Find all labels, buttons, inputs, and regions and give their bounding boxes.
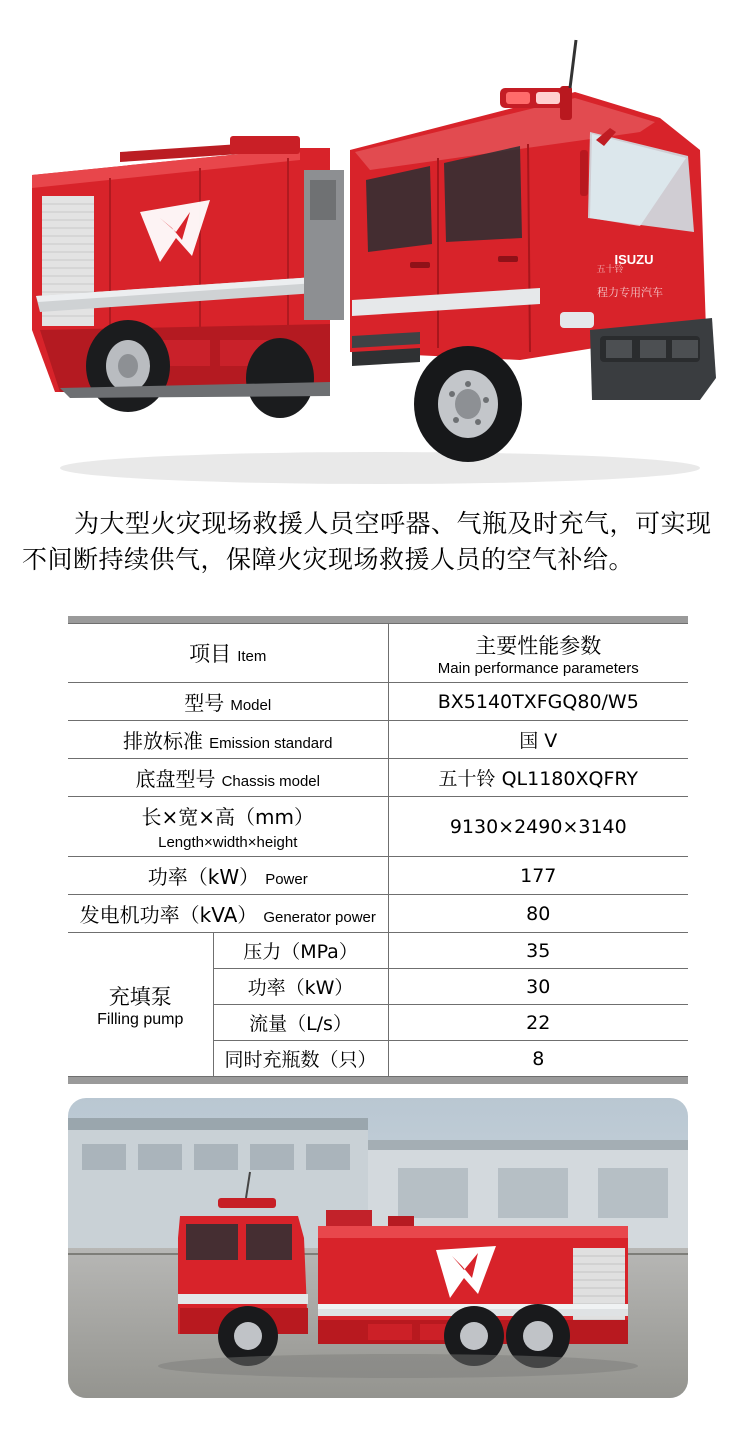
row-label-zh: 型号 (184, 691, 225, 715)
row-label-cell (68, 683, 388, 721)
description-paragraph: 为大型火灾现场救援人员空呼器、气瓶及时充气，可实现不间断持续供气，保障火灾现场救援人员的空气补给。 (22, 509, 712, 574)
sub-row-value: 8 (388, 1041, 688, 1077)
row-label-en: Emission standard (209, 735, 333, 752)
fire-truck-side-illustration (68, 1098, 688, 1398)
spec-table (68, 623, 688, 1077)
svg-text:ISUZU: ISUZU (614, 252, 654, 267)
filling-pump-group-label (68, 933, 213, 1077)
table-row (68, 759, 688, 797)
row-value-cell: 80 (388, 895, 688, 933)
sub-row-value: 30 (388, 969, 688, 1005)
row-value-cell: 五十铃 QL1180XQFRY (388, 759, 688, 797)
table-row (68, 721, 688, 759)
svg-text:五十铃: 五十铃 (596, 265, 624, 275)
row-label-en: Power (265, 871, 308, 888)
row-label-zh: 排放标准 (123, 729, 204, 753)
svg-text:程力专用汽车: 程力专用汽车 (597, 286, 663, 299)
header-item-cell (68, 624, 388, 683)
table-header-row (68, 624, 688, 683)
table-row (68, 797, 688, 857)
filling-pump-en: Filling pump (97, 1010, 184, 1028)
table-bottom-bar (68, 1077, 688, 1084)
bottom-photo (68, 1098, 688, 1398)
sub-row-label: 同时充瓶数（只） (213, 1041, 388, 1077)
filling-pump-zh: 充填泵 (108, 984, 172, 1009)
row-value-cell: BX5140TXFGQ80/W5 (388, 683, 688, 721)
table-top-bar (68, 616, 688, 623)
row-label-en: Length×width×height (158, 834, 298, 851)
row-label-en: Chassis model (221, 773, 320, 790)
row-value-cell: 国 V (388, 721, 688, 759)
fire-truck-front-illustration (0, 0, 756, 500)
row-label-cell (68, 895, 388, 933)
sub-row-value: 22 (388, 1005, 688, 1041)
header-item-en: Item (237, 648, 267, 665)
row-label-zh: 功率（kW） (147, 865, 260, 889)
sub-row-label: 流量（L/s） (213, 1005, 388, 1041)
row-label-zh: 长×宽×高（mm） (141, 805, 314, 829)
row-label-zh: 发电机功率（kVA） (79, 903, 258, 927)
table-row (68, 857, 688, 895)
spec-table-wrapper (68, 616, 688, 1084)
row-value-cell: 9130×2490×3140 (388, 797, 688, 857)
header-params-cell (388, 624, 688, 683)
header-item-zh: 项目 (189, 642, 232, 666)
table-row (68, 683, 688, 721)
row-label-en: Generator power (263, 909, 376, 926)
header-params-zh: 主要性能参数 (475, 633, 602, 658)
row-value-cell: 177 (388, 857, 688, 895)
sub-row-value: 35 (388, 933, 688, 969)
sub-row-label: 功率（kW） (213, 969, 388, 1005)
table-row-group-first (68, 933, 688, 969)
row-label-zh: 底盘型号 (135, 767, 216, 791)
table-row (68, 895, 688, 933)
sub-row-label: 压力（MPa） (213, 933, 388, 969)
hero-photo (0, 0, 756, 500)
row-label-cell (68, 857, 388, 895)
header-params-en: Main performance parameters (437, 659, 639, 677)
row-label-cell (68, 797, 388, 857)
row-label-cell (68, 721, 388, 759)
row-label-en: Model (230, 697, 272, 714)
row-label-cell (68, 759, 388, 797)
